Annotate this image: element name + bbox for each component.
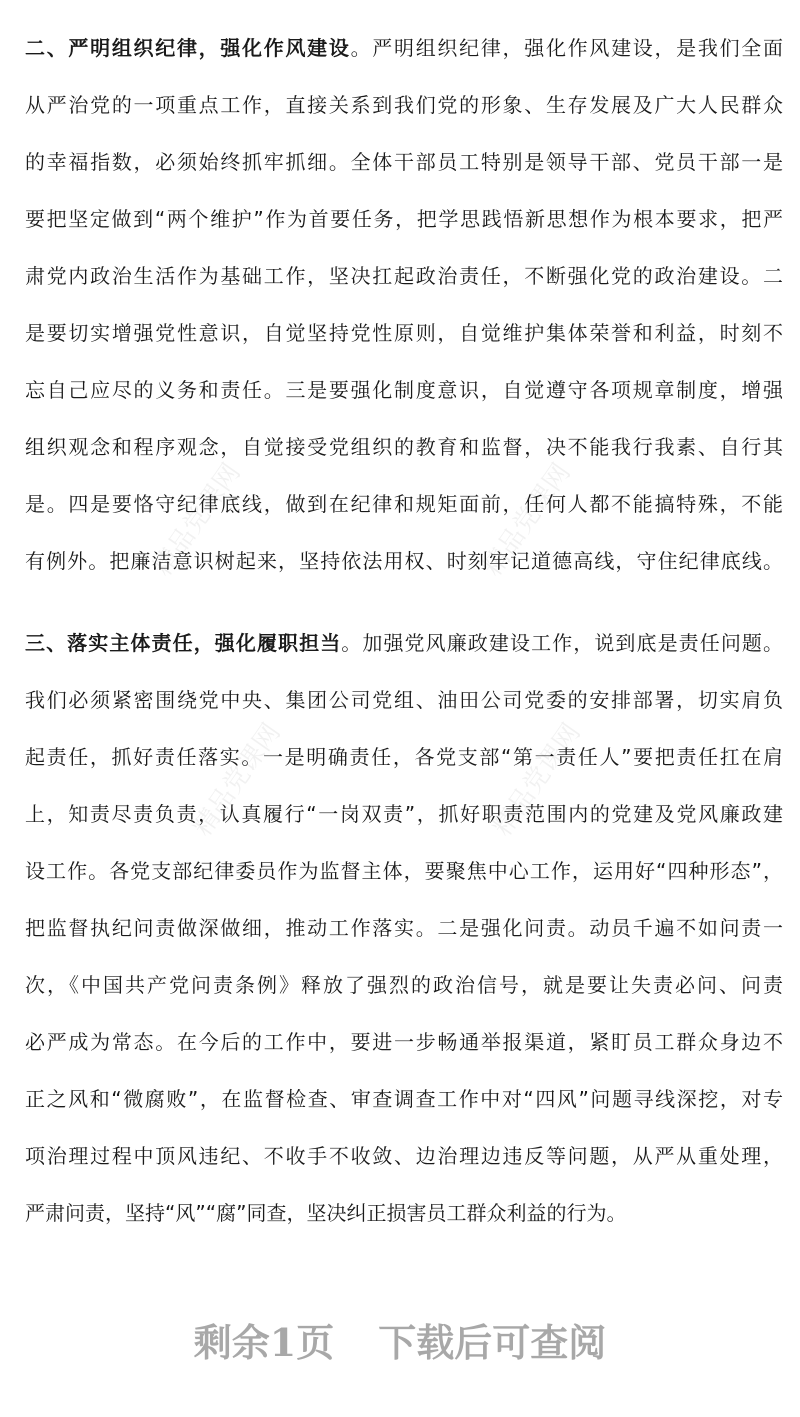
text-line: 是要切实增强党性意识，自觉坚持党性原则，自觉维护集体荣誉和利益，时刻不	[25, 321, 783, 345]
section-heading: 三、落实主体责任，强化履职担当	[25, 631, 342, 655]
watermark: 精品党课网	[147, 458, 247, 582]
text: 。加强党风廉政建设工作，说到底是责任问题。	[341, 631, 784, 655]
text-line: 必严成为常态。在今后的工作中，要进一步畅通举报渠道，紧盯员工群众身边不	[25, 1030, 783, 1054]
text-line: 从严治党的一项重点工作，直接关系到我们党的形象、生存发展及广大人民群众	[25, 93, 783, 117]
section-2-paragraph	[25, 20, 783, 590]
watermark: 精品党课网	[187, 718, 287, 842]
text-line: 有例外。把廉洁意识树起来，坚持依法用权、时刻牢记道德高线，守住纪律底线。	[25, 549, 783, 573]
text-line: 组织观念和程序观念，自觉接受党组织的教育和监督，决不能我行我素、自行其	[25, 435, 783, 459]
text-line	[25, 20, 783, 77]
watermark: 精品党课网	[477, 458, 577, 582]
text: 。严明组织纪律，强化作风建设，是我们全面	[350, 36, 784, 60]
text-line: 要把坚定做到“两个维护”作为首要任务，把学思践悟新思想作为根本要求，把严	[25, 207, 783, 231]
text-line: 正之风和“微腐败”，在监督检查、审查调查工作中对“四风”问题寻线深挖，对专	[25, 1087, 783, 1111]
download-prompt[interactable]	[0, 1312, 800, 1367]
text-line	[25, 615, 783, 672]
text-line: 肃党内政治生活作为基础工作，坚决扛起政治责任，不断强化党的政治建设。二	[25, 264, 783, 288]
section-3-paragraph	[25, 615, 783, 1242]
text-line: 项治理过程中顶风违纪、不收手不收敛、边治理边违反等问题，从严从重处理，	[25, 1144, 783, 1168]
text-line: 起责任，抓好责任落实。一是明确责任，各党支部“第一责任人”要把责任扛在肩	[25, 745, 783, 769]
text-line: 上，知责尽责负责，认真履行“一岗双责”，抓好职责范围内的党建及党风廉政建	[25, 802, 783, 826]
text-line: 次，《中国共产党问责条例》释放了强烈的政治信号，就是要让失责必问、问责	[25, 973, 783, 997]
download-hint-label: 下载后可查阅	[378, 1320, 607, 1365]
watermark: 精品党课网	[487, 718, 587, 842]
text-line: 的幸福指数，必须始终抓牢抓细。全体干部员工特别是领导干部、党员干部一是	[25, 150, 783, 174]
text-line: 严肃问责，坚持“风”“腐”同查，坚决纠正损害员工群众利益的行为。	[25, 1201, 627, 1225]
section-heading: 二、严明组织纪律，强化作风建设	[25, 36, 351, 60]
text-line: 忘自己应尽的义务和责任。三是要强化制度意识，自觉遵守各项规章制度，增强	[25, 378, 783, 402]
text-line: 我们必须紧密围绕党中央、集团公司党组、油田公司党委的安排部署，切实肩负	[25, 688, 783, 712]
text-line: 把监督执纪问责做深做细，推动工作落实。二是强化问责。动员千遍不如问责一	[25, 916, 783, 940]
text-line: 设工作。各党支部纪律委员作为监督主体，要聚焦中心工作，运用好“四种形态”，	[25, 859, 783, 883]
remaining-pages-label: 剩余1页	[193, 1320, 335, 1365]
text-line: 是。四是要恪守纪律底线，做到在纪律和规矩面前，任何人都不能搞特殊，不能	[25, 492, 783, 516]
